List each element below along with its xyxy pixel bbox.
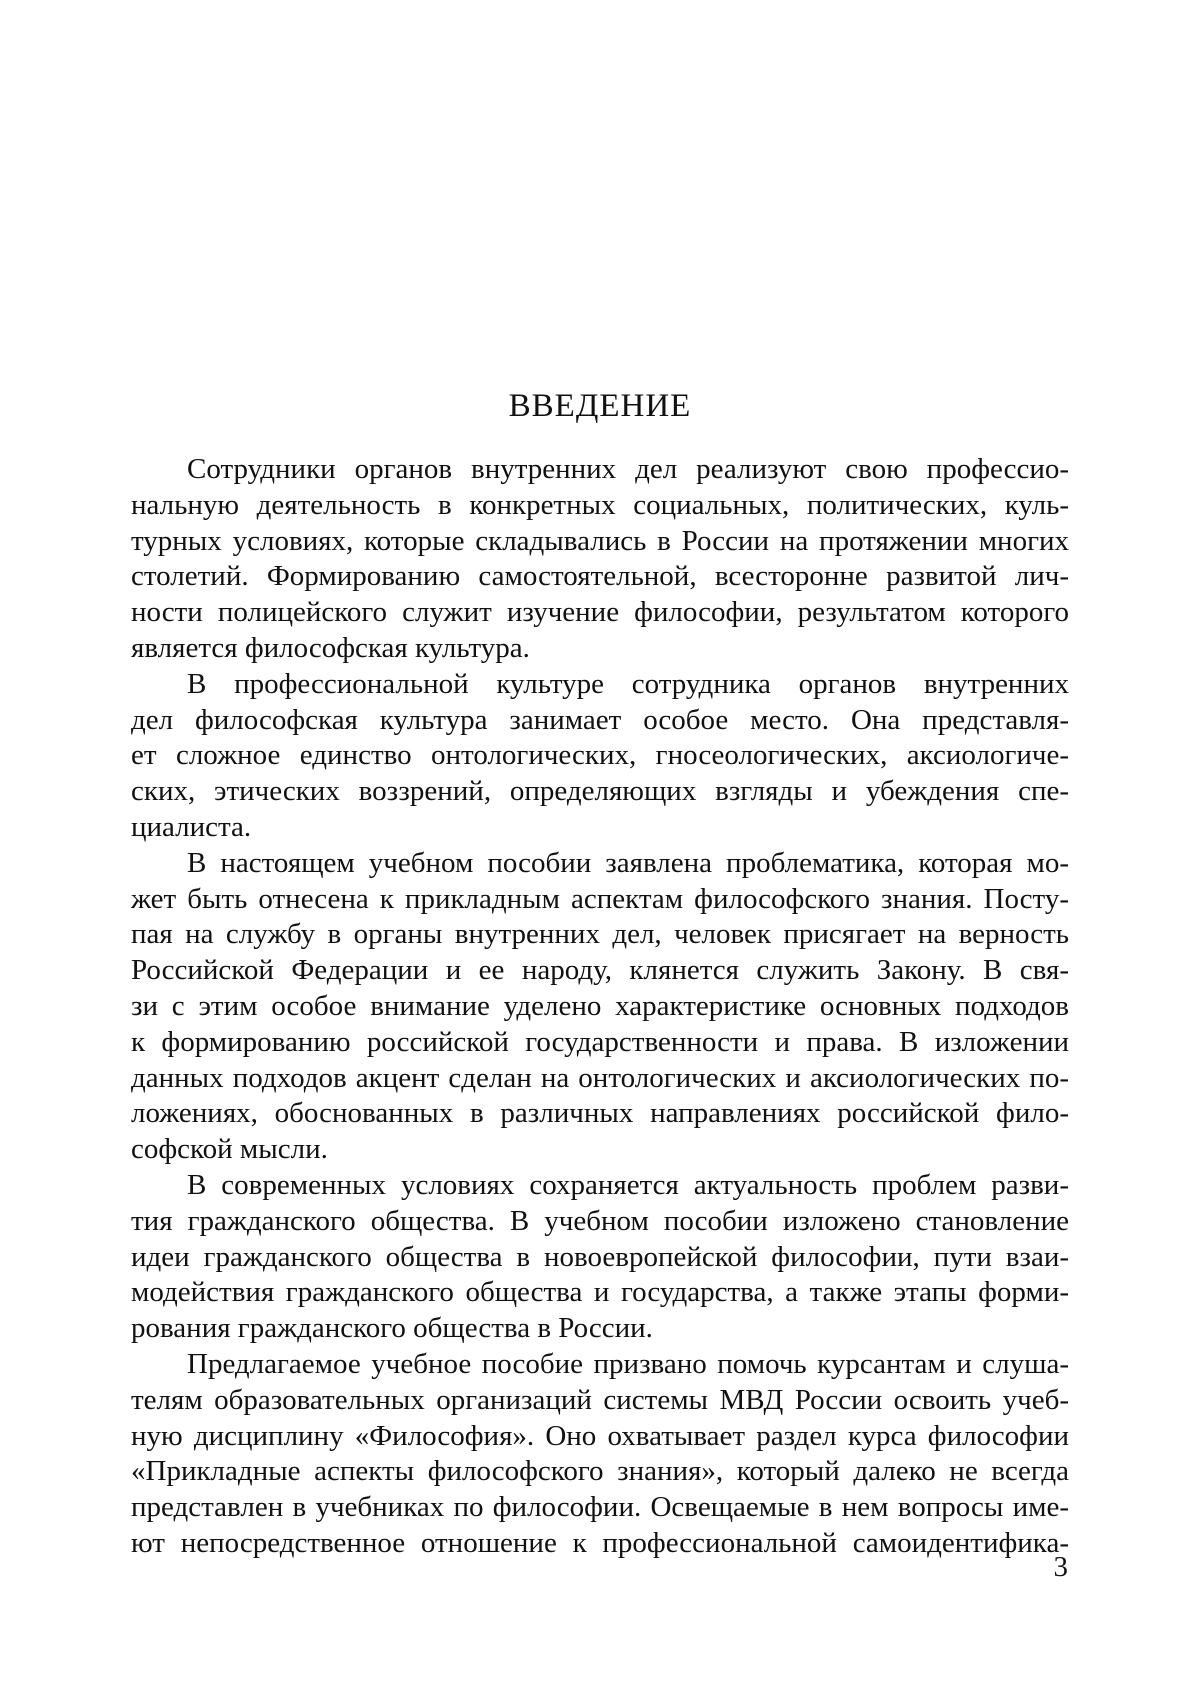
text-line: ложениях, обоснованных в различных направлениях российской фило- <box>131 1097 1069 1130</box>
text-line: турных условиях, которые складывались в России на протяжении многих <box>131 524 1069 557</box>
text-line: рования гражданского общества в России. <box>131 1312 653 1345</box>
text-line: В современных условиях сохраняется актуальность проблем разви- <box>187 1168 1069 1201</box>
text-line: Сотрудники органов внутренних дел реализуют свою профессио- <box>187 453 1069 485</box>
text-line: ют непосредственное отношение к профессиональной самоидентифика- <box>131 1526 1069 1559</box>
text-line: представлен в учебниках по философии. Освещаемые в нем вопросы име- <box>131 1491 1069 1524</box>
text-line: Российской Федерации и ее народу, клянется служить Закону. В свя- <box>131 954 1069 987</box>
text-line: зи с этим особое внимание уделено характеристике основных подходов <box>131 989 1069 1022</box>
text-line: столетий. Формированию самостоятельной, всесторонне развитой лич- <box>131 560 1069 593</box>
text-line: В профессиональной культуре сотрудника органов внутренних <box>187 667 1069 700</box>
text-line: идеи гражданского общества в новоевропейской философии, пути взаи- <box>131 1240 1069 1273</box>
text-line: ских, этических воззрений, определяющих взгляды и убеждения спе- <box>131 775 1069 808</box>
text-line: является философская культура. <box>131 631 530 664</box>
text-line: модействия гражданского общества и государства, а также этапы форми- <box>131 1276 1069 1309</box>
text-line: тия гражданского общества. В учебном пособии изложено становление <box>131 1204 1069 1237</box>
page-heading: ВВЕДЕНИЕ <box>508 388 692 424</box>
text-line: «Прикладные аспекты философского знания», который далеко не всегда <box>131 1455 1069 1488</box>
text-line: ет сложное единство онтологических, гносеологических, аксиологиче- <box>131 739 1069 772</box>
text-line: циалиста. <box>131 810 252 843</box>
text-line: дел философская культура занимает особое место. Она представля- <box>131 703 1069 736</box>
text-line: софской мысли. <box>131 1133 328 1166</box>
text-line: данных подходов акцент сделан на онтологических и аксиологических по- <box>131 1061 1069 1094</box>
body-text <box>131 452 1069 1562</box>
text-line: Предлагаемое учебное пособие призвано помочь курсантам и слуша- <box>187 1347 1069 1380</box>
text-line: к формированию российской государственности и права. В изложении <box>131 1025 1069 1058</box>
page-number: 3 <box>1053 1551 1068 1583</box>
text-line: пая на службу в органы внутренних дел, человек присягает на верность <box>131 918 1069 951</box>
text-line: ности полицейского служит изучение философии, результатом которого <box>131 596 1069 629</box>
text-line: жет быть отнесена к прикладным аспектам философского знания. Посту- <box>131 882 1069 915</box>
text-line: ную дисциплину «Философия». Оно охватывает раздел курса философии <box>131 1419 1069 1452</box>
text-line: В настоящем учебном пособии заявлена проблематика, которая мо- <box>187 846 1069 879</box>
text-line: нальную деятельность в конкретных социальных, политических, куль- <box>131 488 1069 521</box>
text-line: телям образовательных организаций системы МВД России освоить учеб- <box>131 1383 1069 1416</box>
